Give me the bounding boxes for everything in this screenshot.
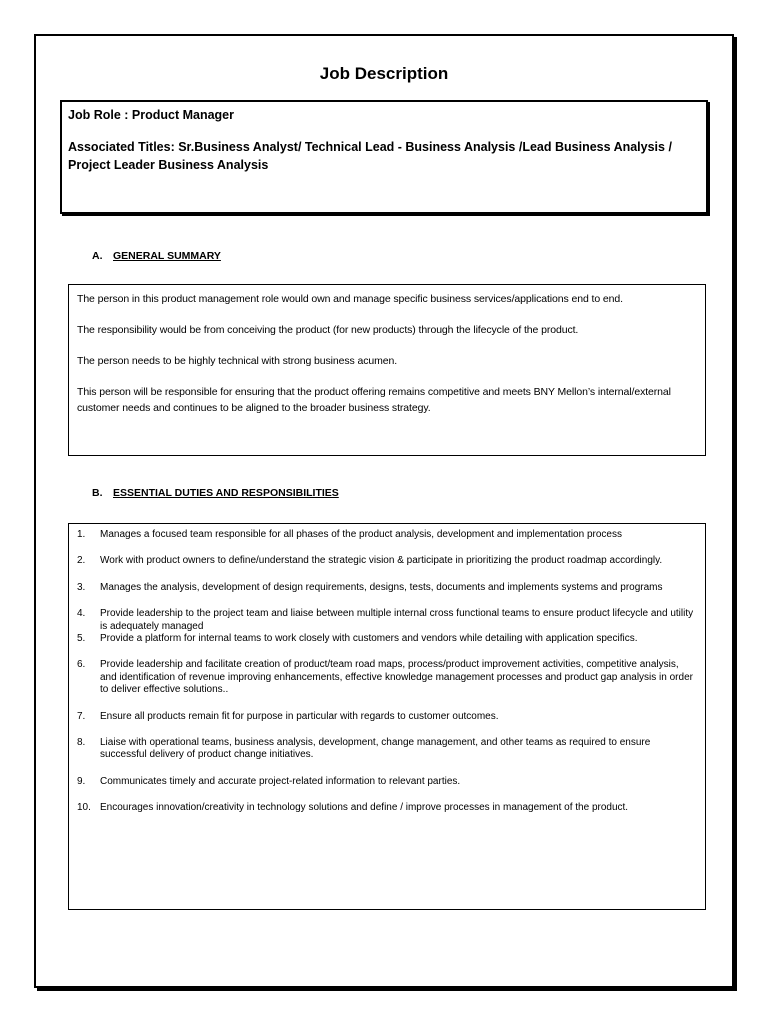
duty-number: 3. [77, 581, 86, 593]
summary-paragraph: The responsibility would be from conceiving the product (for new products) through the lifecycle of the product. [77, 324, 579, 336]
duty-text: Encourages innovation/creativity in technology solutions and define / improve processes in management of the product. [100, 802, 629, 814]
summary-paragraph: The person needs to be highly technical with strong business acumen. [77, 355, 398, 367]
duty-item [77, 529, 697, 541]
duty-text: Manages a focused team responsible for all phases of the product analysis, development and implementation process [100, 529, 622, 540]
section-title: ESSENTIAL DUTIES AND RESPONSIBILITIES [113, 487, 339, 499]
duty-item [77, 633, 697, 645]
duty-text: Communicates timely and accurate project-related information to relevant parties. [100, 775, 461, 787]
duty-item [77, 582, 697, 594]
section-title: GENERAL SUMMARY [113, 250, 221, 262]
section-letter: B. [92, 487, 103, 499]
duty-text: Provide a platform for internal teams to work closely with customers and vendors while detailing with application specifics. [100, 633, 638, 645]
general-summary-box [68, 284, 706, 456]
section-letter: A. [92, 250, 103, 262]
duty-number: 8. [77, 737, 86, 749]
document-title: Job Description [319, 64, 449, 83]
duty-item [77, 802, 697, 814]
associated-titles: Associated Titles: Sr.Business Analyst/ Technical Lead - Business Analysis /Lead Business Analysis / Project Leader Business Analysis [68, 140, 672, 172]
duty-item [77, 659, 697, 696]
duty-number: 2. [77, 555, 86, 567]
duties-heading [92, 487, 339, 499]
duty-item [77, 711, 697, 723]
job-role-box [60, 100, 708, 214]
duty-item [77, 608, 697, 633]
duty-number: 10. [77, 802, 91, 814]
duties-box [68, 523, 706, 910]
summary-paragraph: The person in this product management role would own and manage specific business services/applications end to end. [77, 293, 623, 305]
duty-text: Provide leadership to the project team and liaise between multiple internal cross functional teams to ensure product lifecycle and utility is adequately managed [100, 608, 694, 632]
duty-text: Manages the analysis, development of design requirements, designs, tests, documents and implements systems and programs [100, 581, 663, 593]
duty-number: 6. [77, 659, 86, 671]
duty-text: Liaise with operational teams, business analysis, development, change management, and other teams as required to ensure successful delivery of product change initiatives. [100, 737, 651, 761]
duty-number: 4. [77, 608, 86, 620]
job-role: Job Role : Product Manager [68, 108, 234, 122]
duty-item [77, 776, 697, 788]
duty-text: Provide leadership and facilitate creation of product/team road maps, process/product improvement activities, competitive analysis, and identification of revenue improving enhancements, effective knowledge management processes and product gap analysis in order to deliver effective solutions.. [100, 659, 693, 696]
duty-number: 7. [77, 710, 86, 722]
duty-item [77, 737, 697, 762]
duty-number: 5. [77, 633, 86, 645]
duty-number: 9. [77, 775, 86, 787]
duty-item [77, 555, 697, 567]
duty-text: Ensure all products remain fit for purpose in particular with regards to customer outcomes. [100, 710, 499, 722]
duty-number: 1. [77, 529, 86, 540]
duty-text: Work with product owners to define/understand the strategic vision & participate in prioritizing the product roadmap accordingly. [100, 555, 663, 567]
general-summary-heading [92, 250, 221, 262]
summary-paragraph: This person will be responsible for ensuring that the product offering remains competitive and meets BNY Mellon’s internal/external customer needs and continues to be aligned to the broader business strategy. [77, 386, 671, 414]
